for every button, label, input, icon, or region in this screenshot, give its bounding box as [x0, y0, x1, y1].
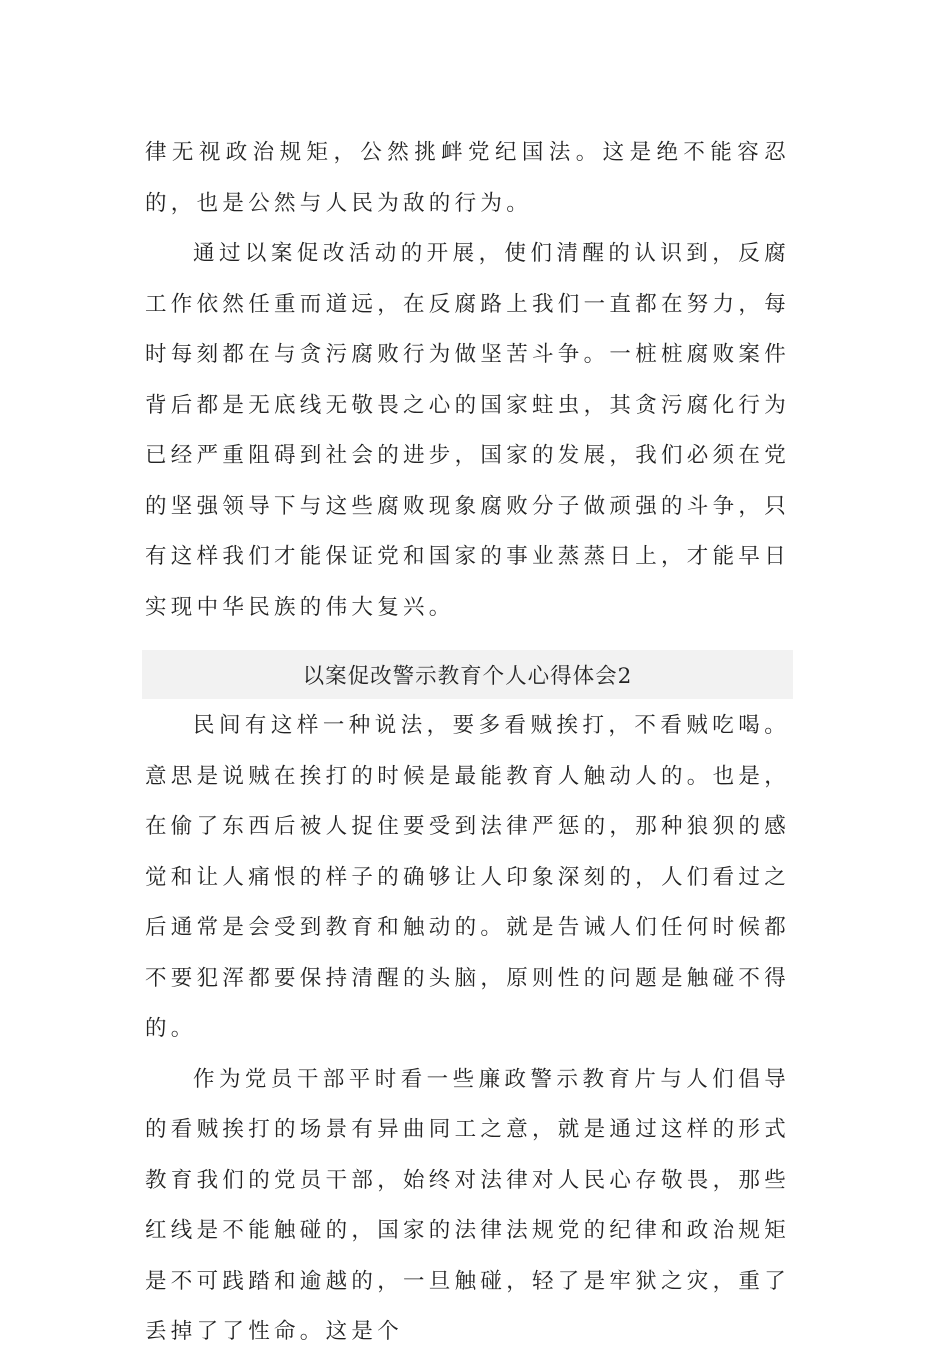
paragraph-continuation: 律无视政治规矩，公然挑衅党纪国法。这是绝不能容忍的，也是公然与人民为敌的行为。 — [145, 140, 790, 216]
section-heading-band — [142, 650, 793, 699]
paragraph-anti-corruption: 通过以案促改活动的开展，使们清醒的认识到，反腐工作依然任重而道远，在反腐路上我们一直都在努力，每时每刻都在与贪污腐败行为做坚苦斗争。一桩桩腐败案件背后都是无底线无敬畏之心的国家蛀虫，其贪污腐化行为已经严重阻碍到社会的进步，国家的发展，我们必须在党的坚强领导下与这些腐败现象腐败分子做顽强的斗争，只有这样我们才能保证党和国家的事业蒸蒸日上，才能早日实现中华民族的伟大复兴。 — [145, 241, 791, 620]
section-heading: 以案促改警示教育个人心得体会2 — [302, 664, 633, 689]
document-page — [145, 128, 790, 1358]
paragraph-folk-saying: 民间有这样一种说法，要多看贼挨打，不看贼吃喝。意思是说贼在挨打的时候是最能教育人触动人的。也是，在偷了东西后被人捉住要受到法律严惩的，那种狼狈的感觉和让人痛恨的样子的确够让人印象深刻的，人们看过之后通常是会受到教育和触动的。就是告诫人们任何时候都不要犯浑都要保持清醒的头脑，原则性的问题是触碰不得的。 — [145, 713, 791, 1041]
paragraph-party-cadres: 作为党员干部平时看一些廉政警示教育片与人们倡导的看贼挨打的场景有异曲同工之意，就是通过这样的形式教育我们的党员干部，始终对法律对人民心存敬畏，那些红线是不能触碰的，国家的法律法规党的纪律和政治规矩是不可践踏和逾越的，一旦触碰，轻了是牢狱之灾，重了丢掉了了性命。这是个 — [145, 1066, 791, 1344]
